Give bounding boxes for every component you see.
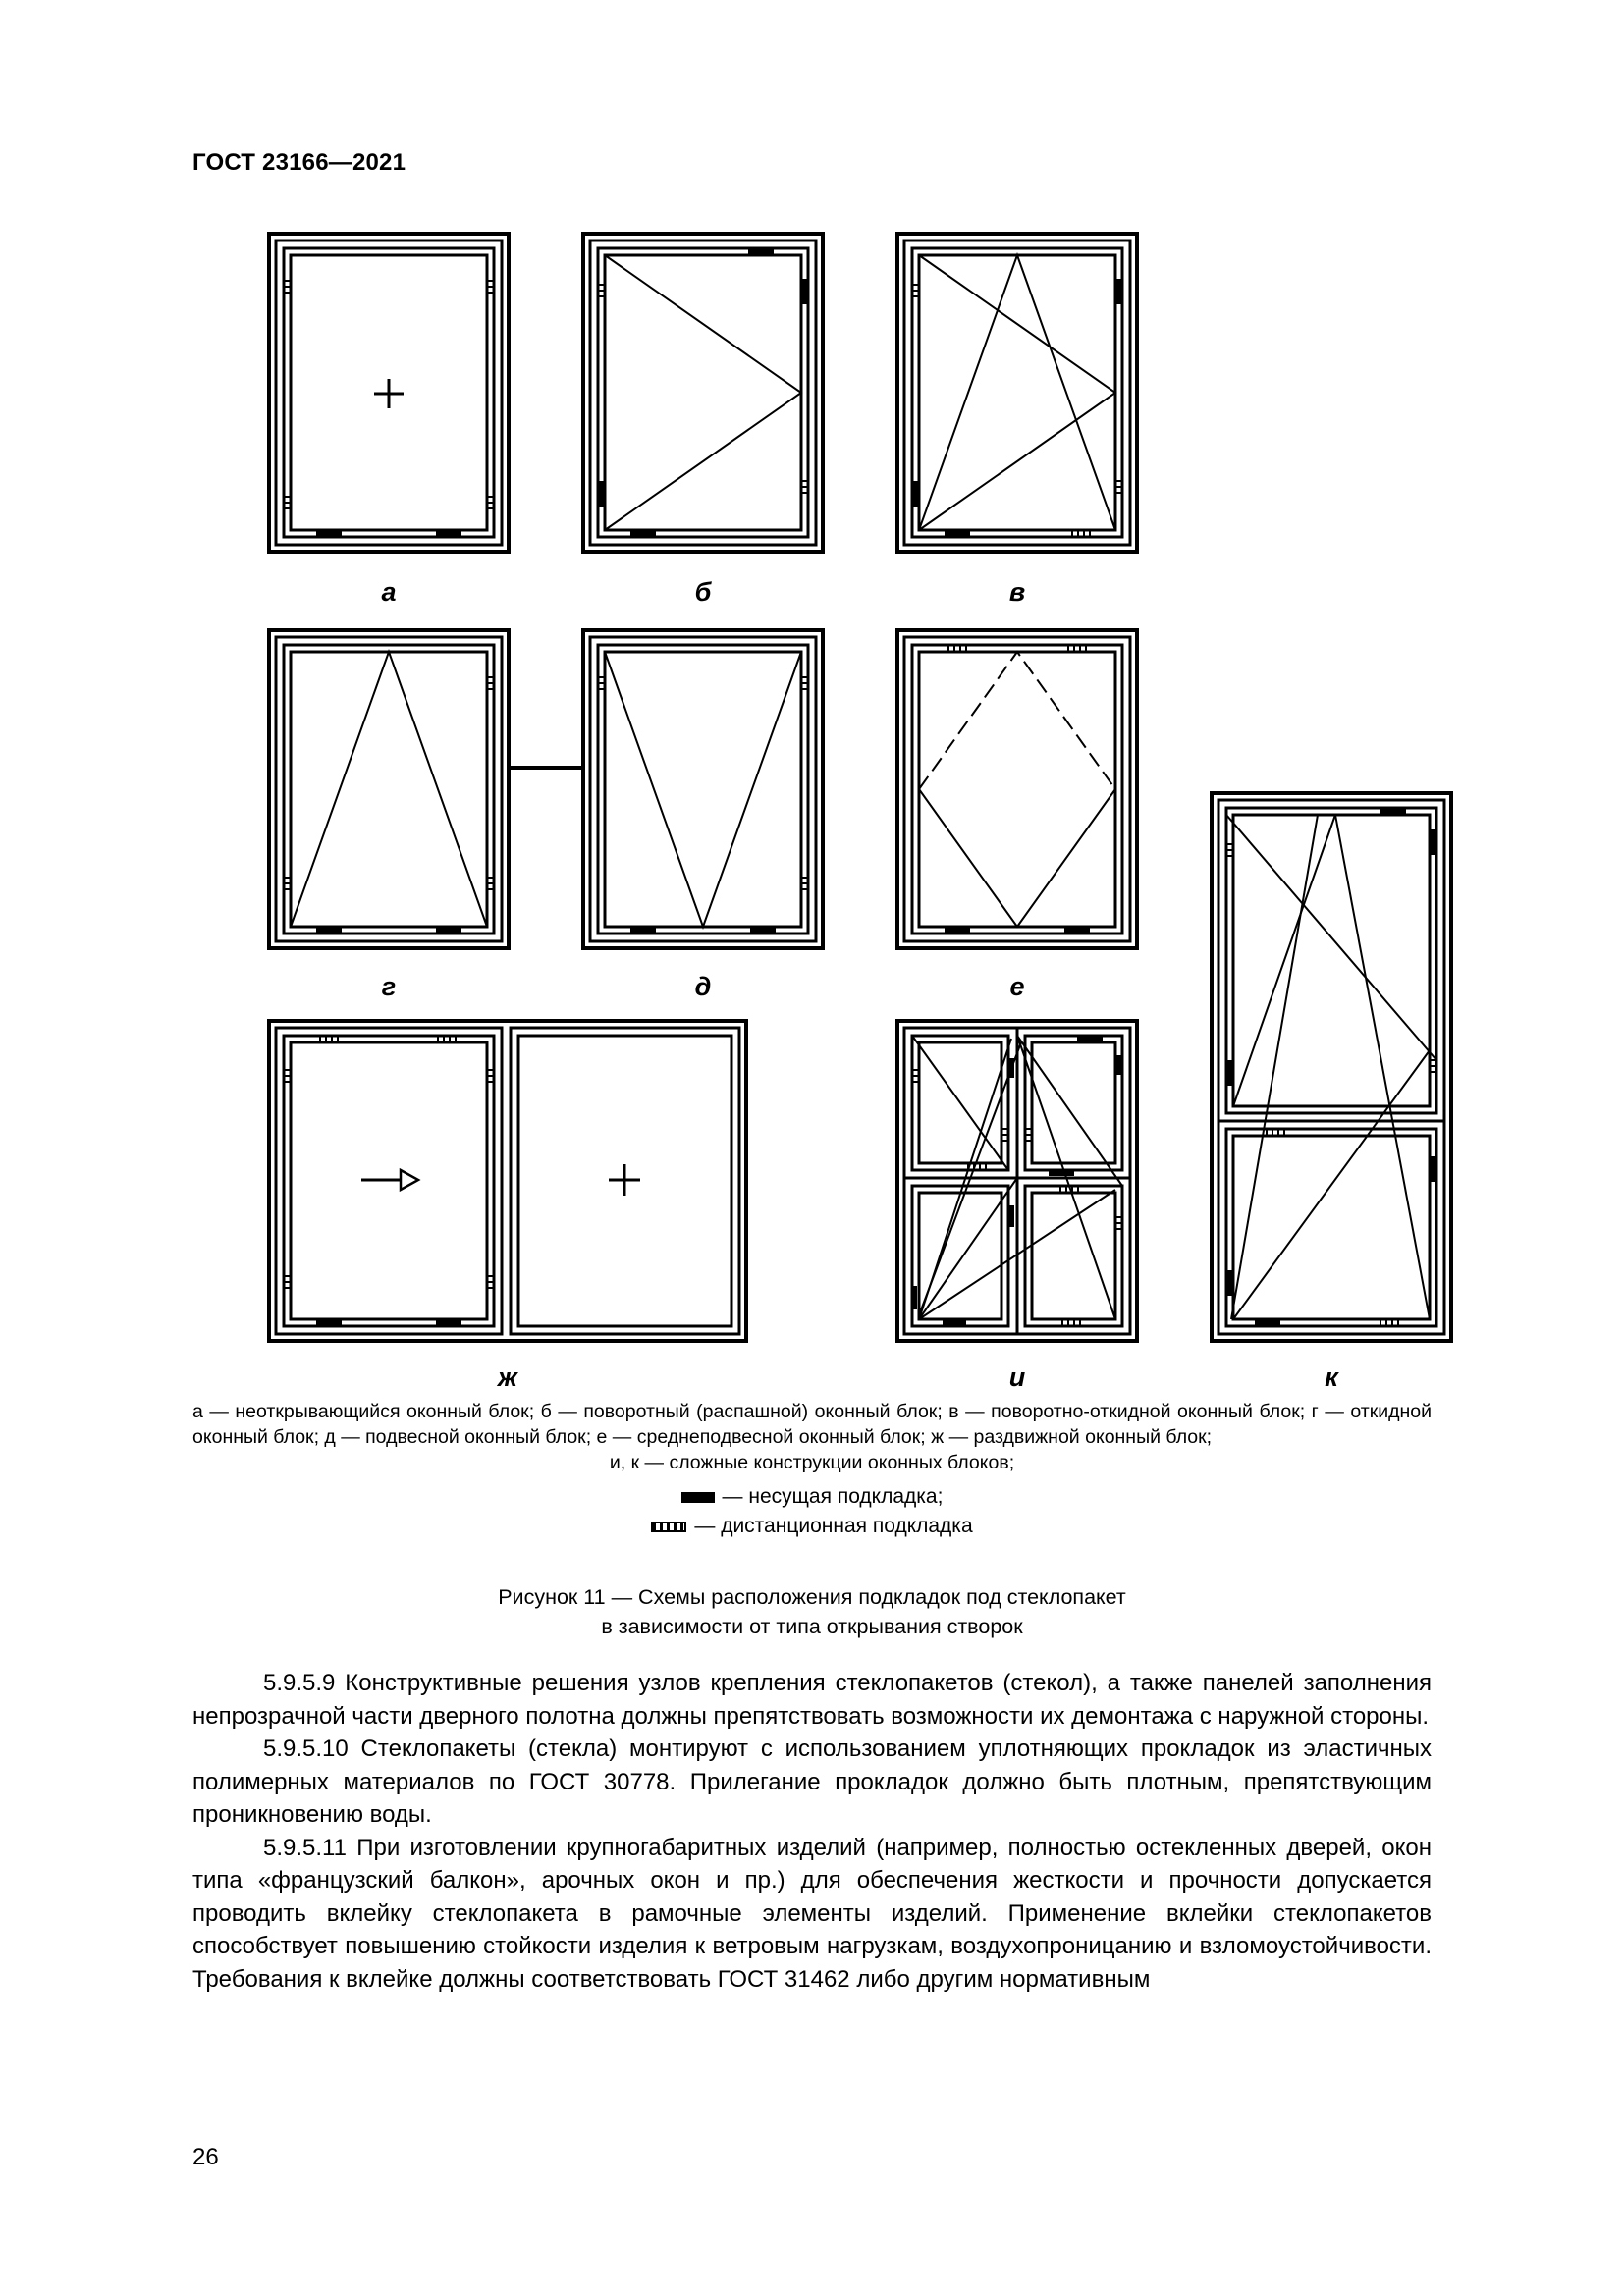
document-header: ГОСТ 23166—2021 (192, 149, 406, 176)
page-number: 26 (192, 2144, 219, 2170)
legend-item-spacer (0, 1512, 1624, 1541)
panel-v-tilt-turn-window (897, 234, 1137, 552)
panel-e-center-pivot-window (897, 630, 1137, 948)
figure-caption-line-2: в зависимости от типа открывания створок (601, 1615, 1023, 1638)
legend-bearing-label: — несущая подкладка; (722, 1485, 944, 1508)
legend-item-bearing (0, 1482, 1624, 1512)
figure-explanation-line-2: и, к — сложные конструкции оконных блоков; (609, 1452, 1015, 1473)
paragraph-5-9-5-10: 5.9.5.10 Стеклопакеты (стекла) монтируют с использованием уплотняющих прокладок из эластичных полимерных материалов по ГОСТ 30778. Прилегание прокладок должно быть плотным, препятствующим проникновению воды. (192, 1735, 1432, 1828)
bearing-pad-swatch-icon (681, 1492, 715, 1503)
panel-a-fixed-window (269, 234, 509, 552)
panel-k-complex-window (1212, 793, 1451, 1341)
panel-label-i: и (1008, 1362, 1026, 1392)
paragraph-5-9-5-9: 5.9.5.9 Конструктивные решения узлов крепления стеклопакетов (стекол), а также панелей заполнения непрозрачной части дверного полотна должны препятствовать возможности их демонтажа с наружной стороны. (192, 1670, 1432, 1730)
panel-label-zh: ж (498, 1362, 517, 1392)
panel-d-top-hung-window (583, 630, 823, 948)
panel-label-b: б (694, 577, 712, 607)
spacer-pad-swatch-icon (651, 1522, 686, 1532)
panel-label-g: г (381, 972, 397, 1001)
body-text (192, 1667, 1432, 1996)
panel-g-tilt-window (269, 630, 509, 948)
panel-label-e: е (1009, 972, 1025, 1001)
panel-i-complex-window (897, 1021, 1137, 1341)
panel-label-a: а (381, 577, 397, 607)
panel-zh-sliding-window (269, 1021, 746, 1341)
panel-label-k: к (1325, 1362, 1338, 1392)
panel-b-turn-window (583, 234, 823, 552)
panel-label-d: д (694, 972, 712, 1001)
panel-label-v: в (1008, 577, 1026, 607)
figure-caption (0, 1582, 1624, 1641)
figure-explanation-line-1: а — неоткрывающийся оконный блок; б — поворотный (распашной) оконный блок; в — поворотно-откидной оконный блок; г — откидной оконный блок; д — подвесной оконный блок; е — среднеподвесной оконный блок; ж — раздвижной оконный блок; (192, 1401, 1432, 1448)
figure-legend (0, 1482, 1624, 1541)
figure-explanation (192, 1399, 1432, 1475)
paragraph-5-9-5-11: 5.9.5.11 При изготовлении крупногабаритных изделий (например, полностью остекленных дверей, окон типа «французский балкон», арочных окон и пр.) для обеспечения жесткости и прочности допускается проводить вклейку стеклопакета в рамочные элементы изделий. Применение вклейки стеклопакетов способствует повышению стойкости изделия к ветровым нагрузкам, воздухопроницанию и взломоустойчивости. Требования к вклейке должны соответствовать ГОСТ 31462 либо другим нормативным (192, 1834, 1432, 1993)
legend-spacer-label: — дистанционная подкладка (694, 1515, 973, 1537)
figure-caption-line-1: Рисунок 11 — Схемы расположения подкладок под стеклопакет (498, 1585, 1126, 1609)
